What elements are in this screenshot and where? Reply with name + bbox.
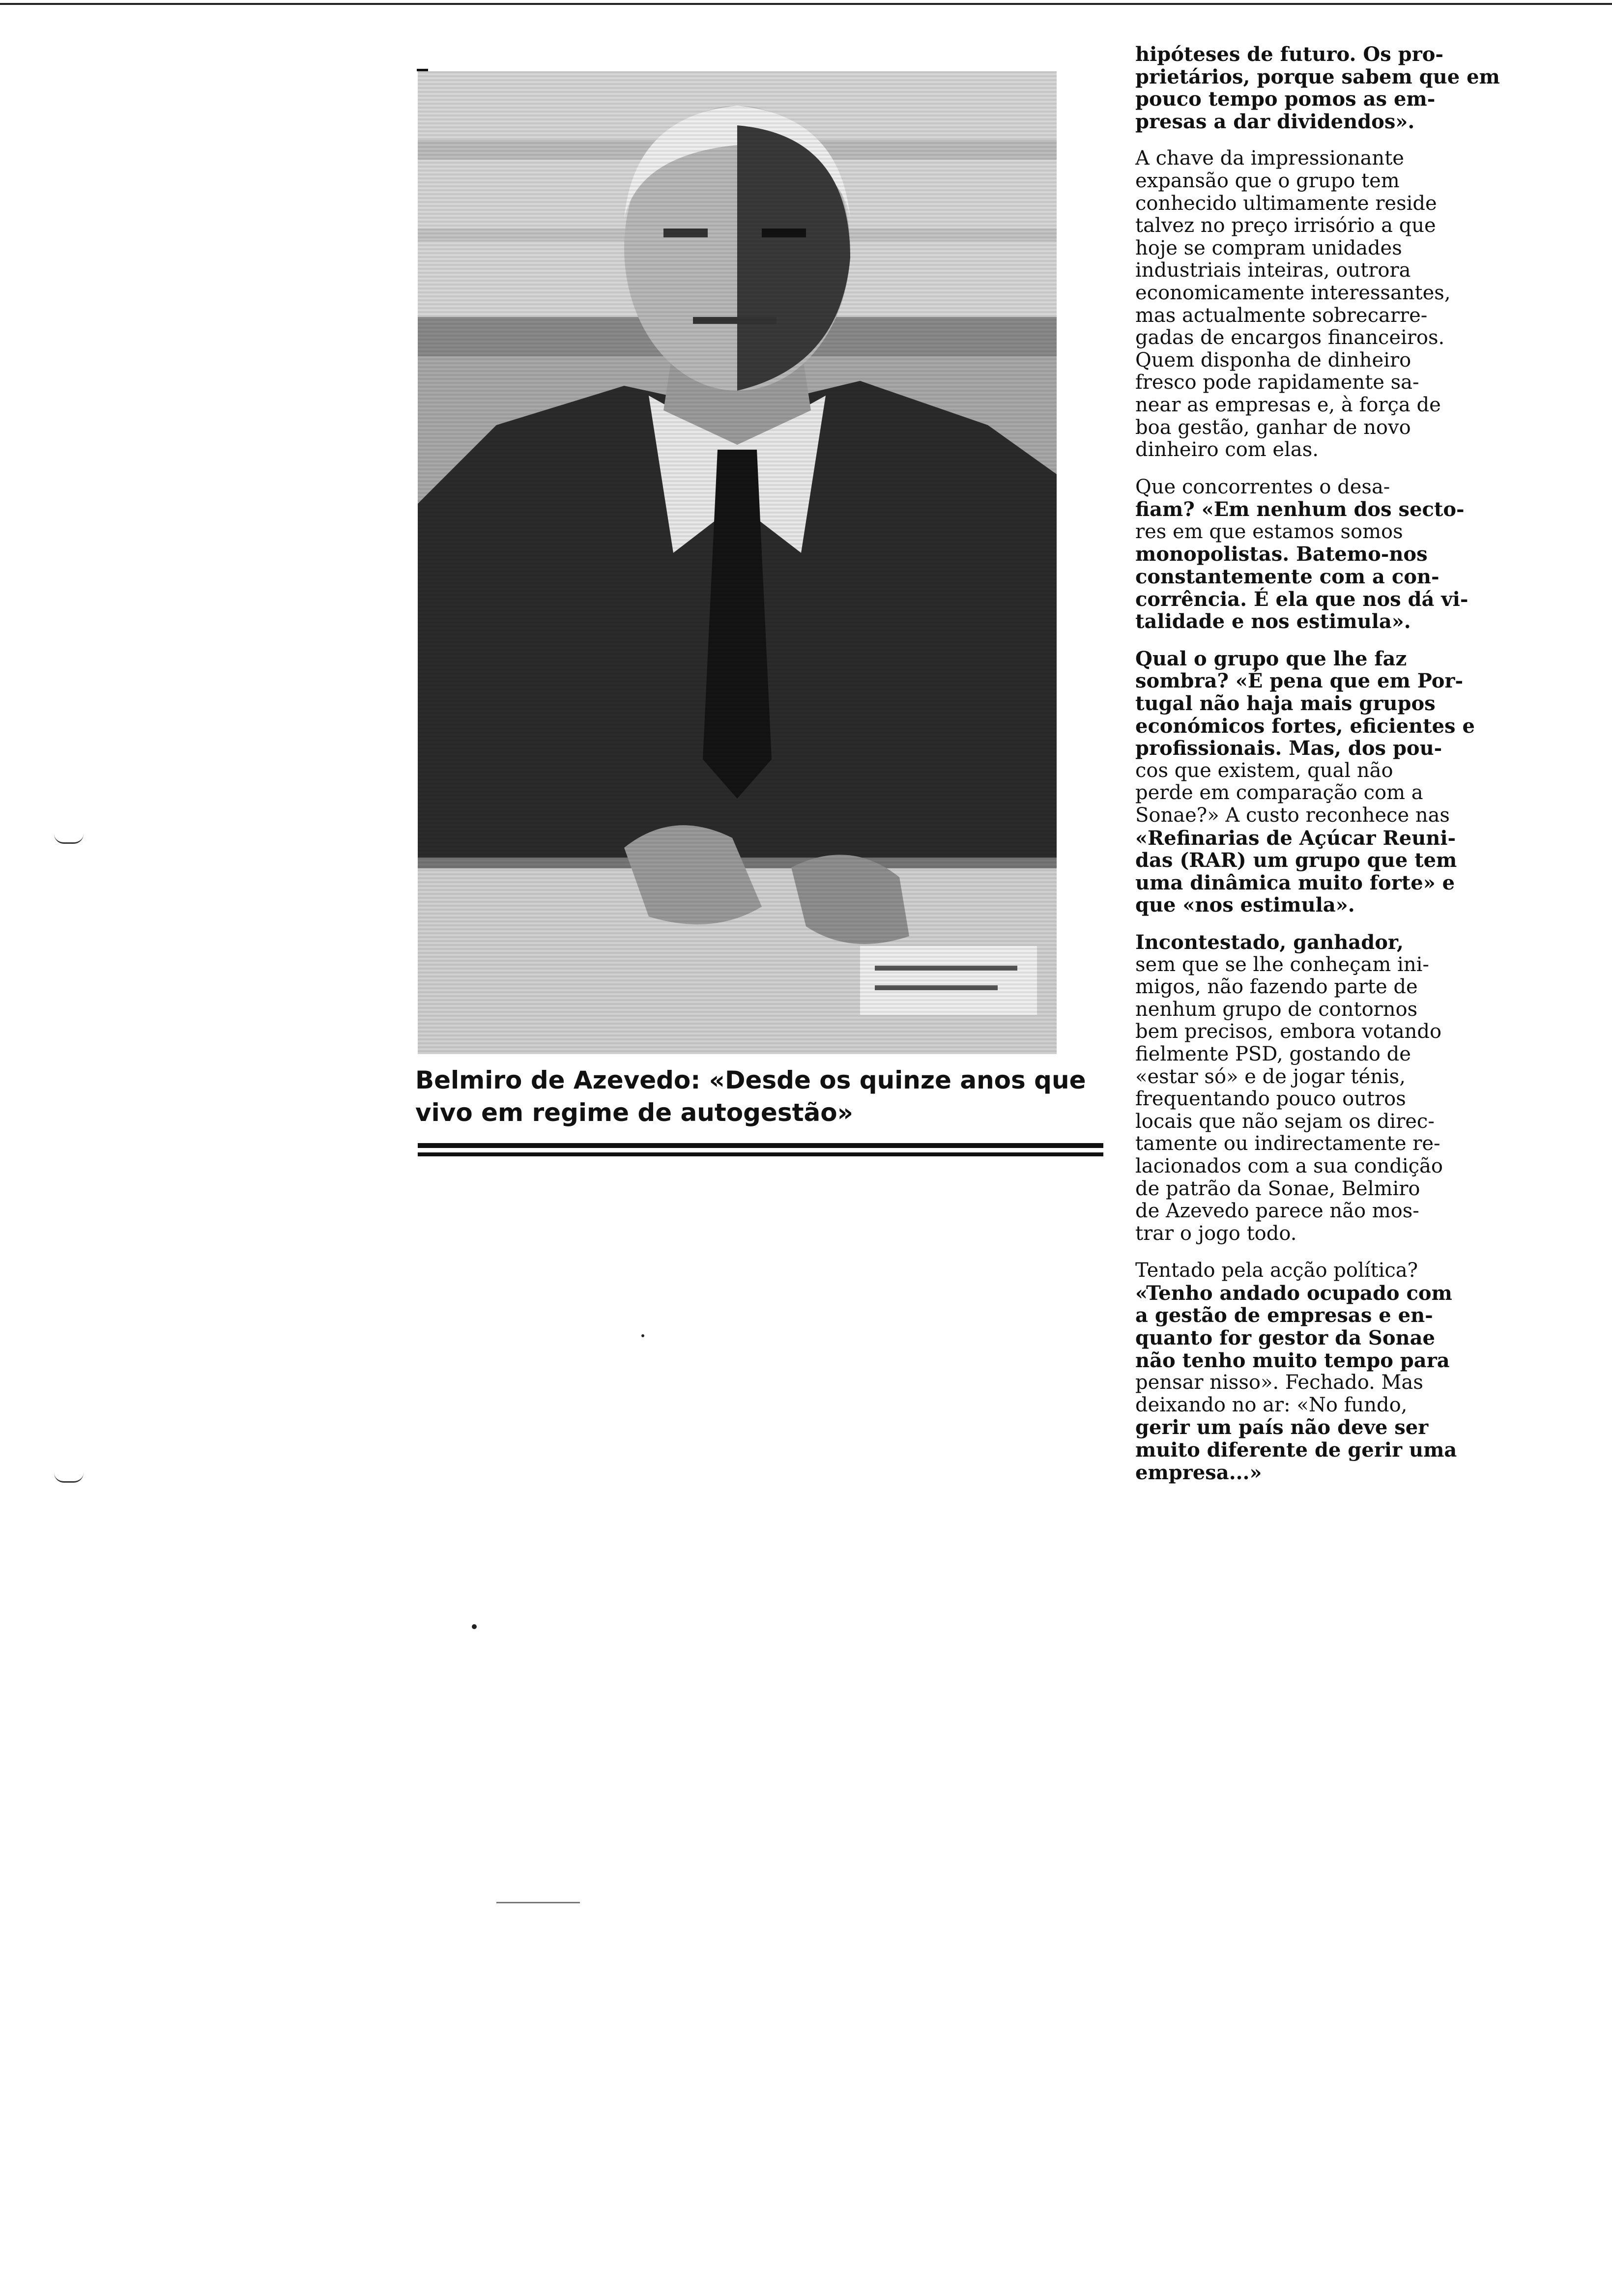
article-paragraph [1135,1260,1469,1484]
article-line: talidade e nos estimula». [1135,610,1411,633]
article-line: gerir um país não deve ser [1135,1416,1429,1439]
article-line: «Tenho andado ocupado com [1135,1281,1452,1305]
article-line: economicamente interessantes, [1135,281,1451,304]
article-line: hipóteses de futuro. Os pro- [1135,43,1443,66]
article-line: perde em comparação com a [1135,781,1423,804]
article-line: fielmente PSD, gostando de [1135,1042,1411,1065]
article-line: nenhum grupo de contornos [1135,998,1418,1021]
article-line: que «nos estimula». [1135,893,1355,917]
article-line: a gestão de empresas e en- [1135,1304,1433,1327]
article-line: não tenho muito tempo para [1135,1349,1450,1372]
article-line: profissionais. Mas, dos pou- [1135,737,1442,760]
article-line: lacionados com a sua condição [1135,1154,1443,1177]
article-line: fresco pode rapidamente sa- [1135,371,1419,394]
scan-margin-mark [54,831,84,844]
article-line: talvez no preço irrisório a que [1135,214,1436,237]
article-line: de patrão da Sonae, Belmiro [1135,1177,1420,1200]
article-line: quanto for gestor da Sonae [1135,1326,1435,1350]
article-line: das (RAR) um grupo que tem [1135,849,1457,872]
article-line: Tentado pela acção política? [1135,1259,1418,1282]
article-line: industriais inteiras, outrora [1135,259,1411,282]
article-line: pouco tempo pomos as em- [1135,87,1436,111]
article-line: A chave da impressionante [1135,147,1404,170]
page-top-rule [0,3,1612,5]
scan-speck [641,1334,644,1337]
portrait-illustration [418,71,1057,1054]
caption-line: vivo em regime de autogestão» [415,1098,853,1127]
scan-dash-mark [496,1902,580,1903]
article-line: presas a dar dividendos». [1135,110,1415,133]
article-line: gadas de encargos financeiros. [1135,326,1445,349]
article-line: Qual o grupo que lhe faz [1135,647,1407,670]
article-line: dinheiro com elas. [1135,438,1319,461]
article-line: tamente ou indirectamente re- [1135,1132,1440,1155]
article-line: uma dinâmica muito forte» e [1135,871,1455,894]
article-line: migos, não fazendo parte de [1135,976,1418,999]
article-line: sombra? «É pena que em Por- [1135,669,1464,693]
article-paragraph [1135,931,1469,1245]
caption-rule [418,1143,1103,1148]
article-line: expansão que o grupo tem [1135,169,1400,192]
article-line: tugal não haja mais grupos [1135,692,1436,716]
caption-rule [418,1152,1103,1156]
article-line: frequentando pouco outros [1135,1088,1406,1111]
article-line: muito diferente de gerir uma [1135,1438,1457,1462]
article-line: Sonae?» A custo reconhece nas [1135,804,1450,827]
article-line: conhecido ultimamente reside [1135,192,1437,215]
article-paragraph [1135,43,1500,133]
article-line: «estar só» e de jogar ténis, [1135,1065,1406,1088]
article-line: pensar nisso». Fechado. Mas [1135,1371,1423,1394]
article-line: empresa...» [1135,1461,1262,1484]
article-line: «Refinarias de Açúcar Reuni- [1135,826,1456,850]
article-line: trar o jogo todo. [1135,1222,1297,1245]
article-line: sem que se lhe conheçam ini- [1135,953,1429,976]
article-line: Quem disponha de dinheiro [1135,348,1411,372]
article-paragraph [1135,647,1475,917]
article-paragraph [1135,476,1469,633]
caption-line: Belmiro de Azevedo: «Desde os quinze anos que [415,1066,1086,1094]
scan-margin-mark [54,1469,84,1483]
article-line: de Azevedo parece não mos- [1135,1200,1419,1223]
article-line: mas actualmente sobrecarre- [1135,304,1428,327]
article-line: hoje se compram unidades [1135,236,1402,259]
photo-caption [415,1064,1103,1129]
article-line: corrência. É ela que nos dá vi- [1135,587,1468,611]
article-line: near as empresas e, à força de [1135,393,1441,416]
scan-speck [472,1624,477,1629]
article-line: bem precisos, embora votando [1135,1020,1442,1043]
article-line: res em que estamos somos [1135,520,1403,543]
article-line: económicos fortes, eficientes e [1135,714,1475,738]
article-line: Que concorrentes o desa- [1135,475,1390,498]
article-line: Incontestado, ganhador, [1135,930,1404,954]
article-line: constantemente com a con- [1135,565,1439,589]
article-line: cos que existem, qual não [1135,759,1393,782]
article-line: deixando no ar: «No fundo, [1135,1393,1408,1416]
article-line: monopolistas. Batemo-nos [1135,543,1428,566]
portrait-photo [418,71,1057,1054]
article-column [1135,43,1500,1498]
article-paragraph [1135,147,1469,461]
article-line: prietários, porque sabem que em [1135,65,1500,88]
article-line: locais que não sejam os direc- [1135,1110,1435,1133]
article-line: boa gestão, ganhar de novo [1135,416,1411,439]
article-line: fiam? «Em nenhum dos secto- [1135,498,1465,521]
